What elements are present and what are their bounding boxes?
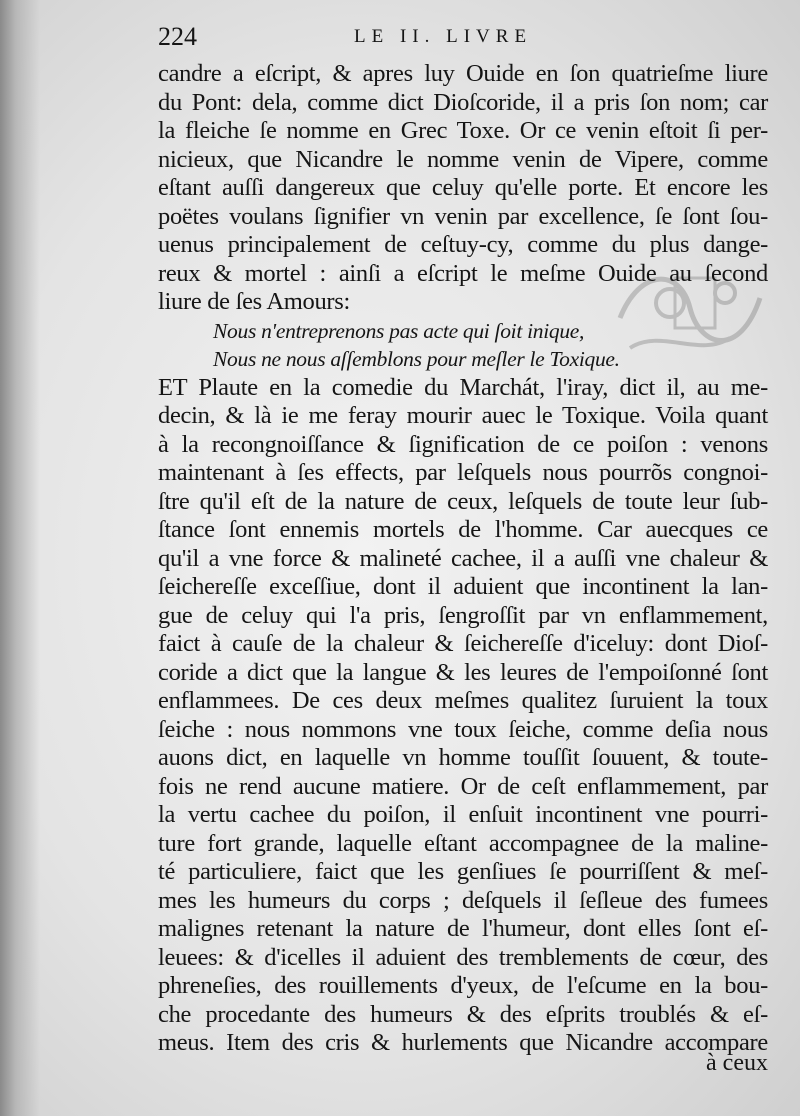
text-line: té particuliere, faict que les genſiues ſe pourriſſent & meſ- — [158, 858, 768, 885]
text-line: reux & mortel : ainſi a eſcript le meſme Ouide au ſecond — [158, 259, 768, 287]
text-line: candre a eſcript, & apres luy Ouide en ſon quatrieſme liure — [158, 60, 768, 87]
text-line: ET Plaute en la comedie du Marchát, l'iray, dict il, au me- — [158, 373, 768, 401]
body-text — [158, 60, 768, 1058]
text-line: malignes retenant la nature de l'humeur, dont elles ſont eſ- — [158, 915, 768, 942]
text-line: auons dict, en laquelle vn homme touſſit ſouuent, & toute- — [158, 744, 768, 771]
text-line: faict à cauſe de la chaleur & ſeichereſſe d'iceluy: dont Dioſ- — [158, 630, 768, 657]
text-line: ſeiche : nous nommons vne toux ſeiche, comme deſia nous — [158, 715, 768, 743]
text-line: enflammees. De ces deux meſmes qualitez ſuruient la toux — [158, 687, 768, 714]
text-line: eſtant auſſi dangereux que celuy qu'elle porte. Et encore les — [158, 174, 768, 201]
text-line: mes les humeurs du corps ; deſquels il ſeſleue des fumees — [158, 886, 768, 914]
catchword: à ceux — [706, 1050, 768, 1076]
text-line: maintenant à ſes effects, par leſquels nous pourrõs congnoi- — [158, 459, 768, 486]
page-number: 224 — [158, 22, 197, 51]
text-line: ſeichereſſe exceſſiue, dont il aduient que incontinent la lan- — [158, 573, 768, 600]
running-title: LE II. LIVRE — [354, 26, 533, 47]
text-line: decin, & là ie me feray mourir auec le Toxique. Voila quant — [158, 402, 768, 429]
text-line: ture fort grande, laquelle eſtant accompagnee de la maline- — [158, 829, 768, 857]
running-head — [158, 22, 768, 56]
text-line: che procedante des humeurs & des eſprits troublés & eſ- — [158, 1000, 768, 1028]
text-line: coride a dict que la langue & les leures de l'empoiſonné ſont — [158, 658, 768, 686]
text-line: meus. Item des cris & hurlements que Nicandre accompare — [158, 1029, 768, 1056]
text-line: poëtes voulans ſignifier vn venin par excellence, ſe ſont ſou- — [158, 202, 768, 230]
verse-line: Nous n'entreprenons pas acte qui ſoit inique, — [213, 318, 585, 343]
text-line: gue de celuy qui l'a pris, ſengroſſit par vn enflammement, — [158, 601, 768, 629]
verse-line: Nous ne nous aſſemblons pour meſler le Toxique. — [213, 347, 620, 371]
text-line: phreneſies, des rouillements d'yeux, de l'eſcume en la bou- — [158, 972, 768, 999]
text-line: fois ne rend aucune matiere. Or de ceſt enflammement, par — [158, 772, 768, 800]
text-line: nicieux, que Nicandre le nomme venin de Vipere, comme — [158, 145, 768, 173]
text-line: la vertu cachee du poiſon, il enſuit incontinent vne pourri- — [158, 801, 768, 828]
text-line: à la recongnoiſſance & ſignification de ce poiſon : venons — [158, 430, 768, 458]
text-line: la fleiche ſe nomme en Grec Toxe. Or ce venin eſtoit ſi per- — [158, 117, 768, 144]
text-line: ſtre qu'il eſt de la nature de ceux, leſquels de toute leur ſub- — [158, 487, 768, 515]
text-line: liure de ſes Amours: — [158, 288, 351, 315]
text-line: uenus principalement de ceſtuy-cy, comme du plus dange- — [158, 231, 768, 258]
text-line: qu'il a vne force & malineté cachee, il a auſſi vne chaleur & — [158, 544, 768, 572]
text-line: leuees: & d'icelles il aduient des tremblements de cœur, des — [158, 943, 768, 971]
binding-gutter — [0, 0, 40, 1116]
text-line: du Pont: dela, comme dict Dioſcoride, il a pris ſon nom; car — [158, 88, 768, 116]
text-line: ſtance ſont ennemis mortels de l'homme. Car auecques ce — [158, 516, 768, 543]
